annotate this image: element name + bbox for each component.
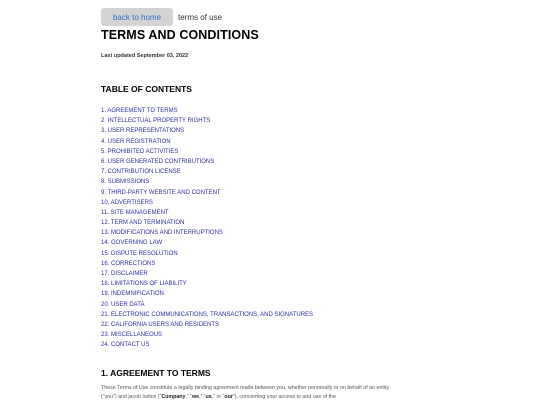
top-bar	[101, 8, 222, 26]
toc-link[interactable]: 3. USER REPRESENTATIONS	[101, 128, 185, 135]
toc-link[interactable]: 7. CONTRIBUTION LICENSE	[101, 169, 181, 176]
back-to-home-button[interactable]: back to home	[101, 8, 173, 26]
toc-link[interactable]: 24. CONTACT US	[101, 342, 150, 349]
toc-link[interactable]: 18. LIMITATIONS OF LIABILITY	[101, 281, 187, 288]
toc-link[interactable]: 22. CALIFORNIA USERS AND RESIDENTS	[101, 321, 220, 328]
agreement-paragraph	[101, 384, 461, 401]
toc-link[interactable]: 17. DISCLAIMER	[101, 271, 148, 277]
paragraph-text: ,” “	[185, 393, 192, 400]
table-of-contents	[101, 106, 313, 351]
toc-link[interactable]: 12. TERM AND TERMINATION	[101, 220, 185, 227]
toc-link[interactable]: 21. ELECTRONIC COMMUNICATIONS, TRANSACTIONS, AND SIGNATURES	[101, 311, 314, 318]
paragraph-text: ,” “	[199, 393, 206, 400]
section-heading-agreement: 1. AGREEMENT TO TERMS	[101, 368, 211, 378]
toc-link[interactable]: 8. SUBMISSIONS	[101, 179, 150, 186]
toc-link[interactable]: 5. PROHIBITED ACTIVITIES	[101, 148, 179, 155]
toc-link[interactable]: 13. MODIFICATIONS AND INTERRUPTIONS	[101, 230, 223, 237]
toc-link[interactable]: 2. INTELLECTUAL PROPERTY RIGHTS	[101, 118, 211, 125]
paragraph-text: ”), concerning your access to and use of the	[232, 393, 336, 400]
toc-link[interactable]: 10. ADVERTISERS	[101, 199, 153, 206]
toc-link[interactable]: 15. DISPUTE RESOLUTION	[101, 250, 178, 257]
toc-link[interactable]: 19. INDEMNIFICATION	[101, 291, 164, 298]
toc-link[interactable]: 1. AGREEMENT TO TERMS	[101, 108, 178, 114]
defined-term: we	[191, 393, 200, 400]
paragraph-text: These Terms of Use constitute a legally binding agreement made between you, whether personally or on behalf of an entity	[101, 385, 390, 391]
defined-term: us	[205, 393, 212, 400]
toc-link[interactable]: 4. USER REGISTRATION	[101, 138, 171, 145]
toc-link[interactable]: 16. CORRECTIONS	[101, 260, 156, 267]
toc-link[interactable]: 23. MISCELLANEOUS	[101, 332, 163, 339]
toc-link[interactable]: 9. THIRD-PARTY WEBSITE AND CONTENT	[101, 189, 221, 196]
toc-heading: TABLE OF CONTENTS	[101, 84, 192, 94]
defined-term: our	[224, 393, 233, 400]
last-updated-date: Last updated September 03, 2022	[101, 53, 189, 59]
defined-term: Company	[161, 393, 186, 400]
paragraph-text: (“you”) and jacob lodice (“	[101, 393, 162, 400]
breadcrumb: terms of use	[178, 12, 223, 22]
paragraph-text: ,” or “	[211, 393, 225, 400]
toc-link[interactable]: 11. SITE MANAGEMENT	[101, 209, 169, 216]
toc-link[interactable]: 20. USER DATA	[101, 301, 145, 308]
toc-link[interactable]: 14. GOVERNING LAW	[101, 240, 163, 247]
page-title: TERMS AND CONDITIONS	[101, 28, 259, 42]
toc-link[interactable]: 6. USER GENERATED CONTRIBUTIONS	[101, 158, 215, 165]
